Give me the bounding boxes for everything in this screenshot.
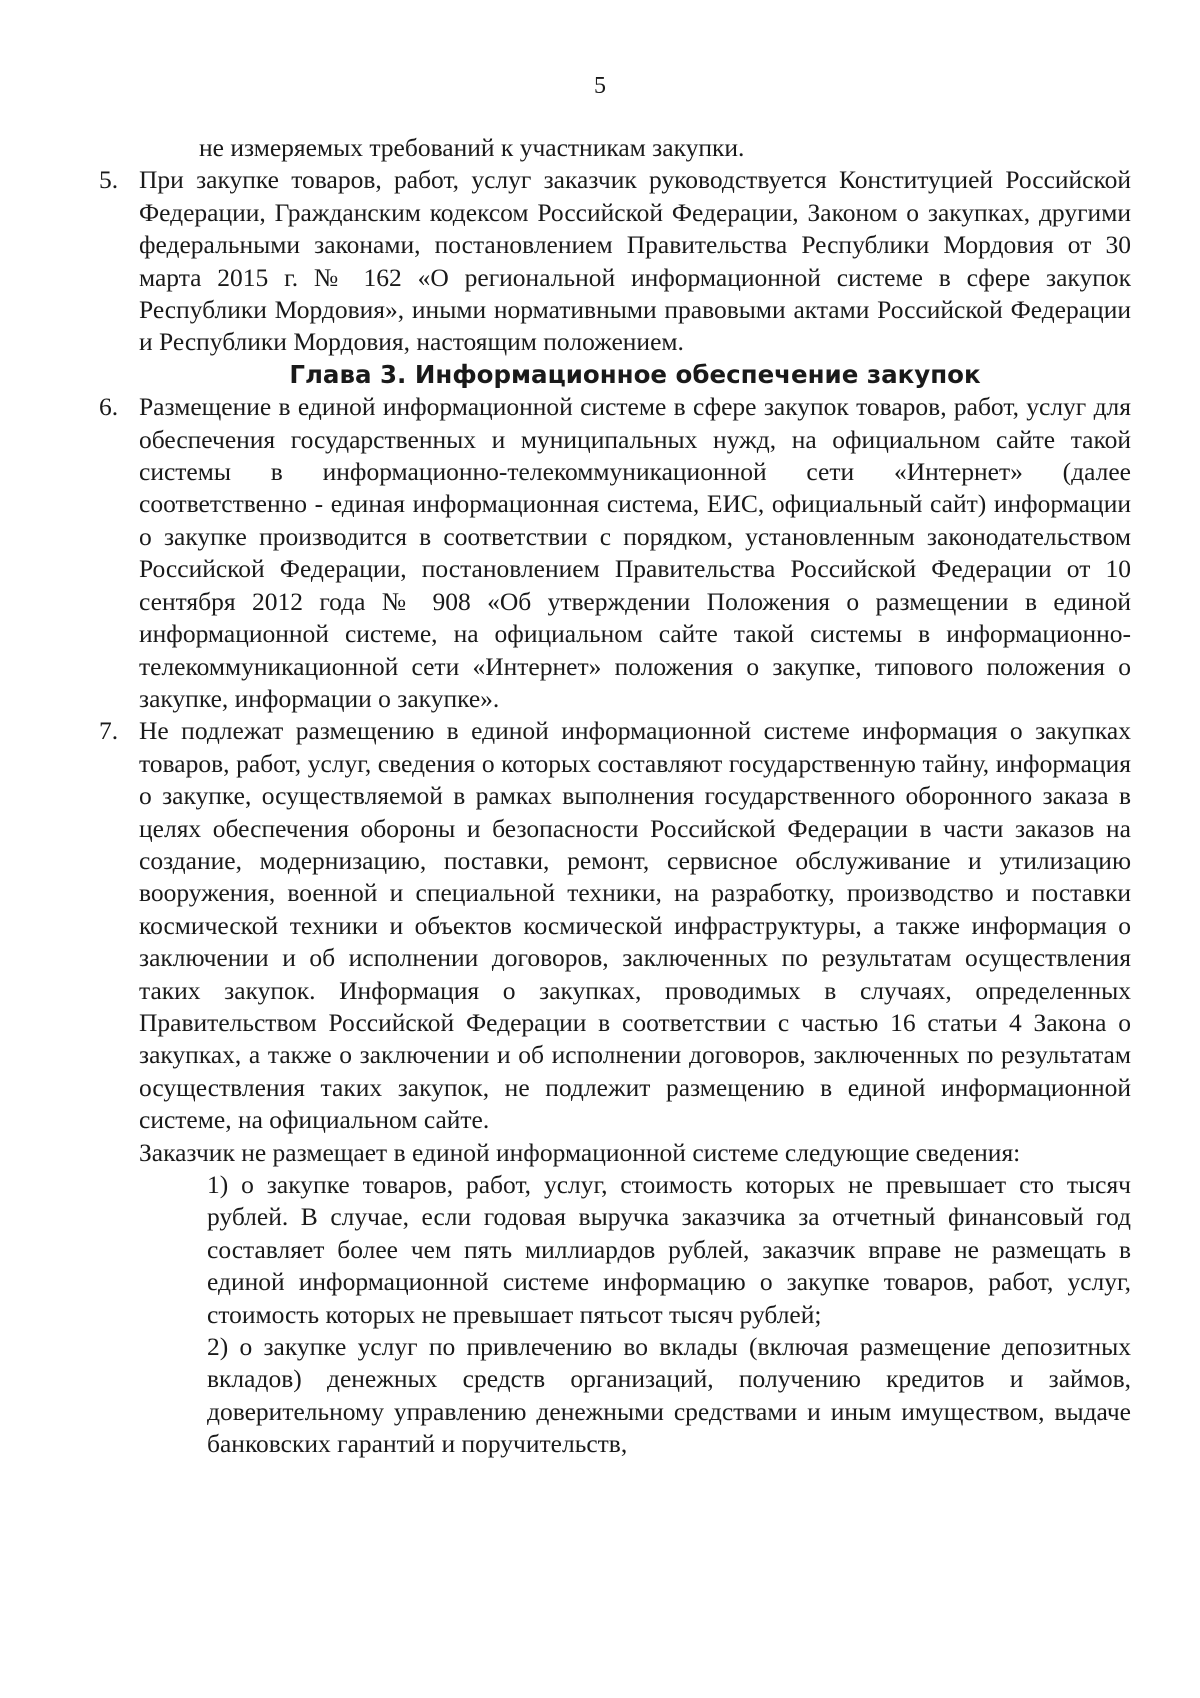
list-item-6 bbox=[99, 391, 1131, 715]
subitem-1: 1) о закупке товаров, работ, услуг, стоимость которых не превышает сто тысяч рублей. В случае, если годовая выручка заказчика за отчетный финансовый год составляет более чем пять миллиардов рублей, заказчик вправе не размещать в единой информационной системе информацию о закупке товаров, работ, услуг, стоимость которых не превышает пятьсот тысяч рублей; bbox=[207, 1170, 1131, 1329]
list-item-number: 7. bbox=[99, 716, 119, 746]
chapter-heading: Глава 3. Информационное обеспечение закупок bbox=[289, 359, 981, 389]
page-number: 5 bbox=[594, 73, 606, 99]
list-item-text: При закупке товаров, работ, услуг заказчик руководствуется Конституцией Российской Федерации, Гражданским кодексом Российской Федерации, Законом о закупках, другими федеральными законами, постановлением Правительства Республики Мордовия от 30 марта 2015 г. № 162 «О региональной информационной системе в сфере закупок Республики Мордовия», иными нормативными правовыми актами Российской Федерации и Республики Мордовия, настоящим положением. bbox=[139, 165, 1131, 357]
document-body bbox=[99, 132, 1131, 1461]
list-item-number: 5. bbox=[99, 165, 119, 195]
list-item-7 bbox=[99, 715, 1131, 1136]
continuation-paragraph: не измеряемых требований к участникам закупки. bbox=[199, 133, 745, 162]
intro-paragraph: Заказчик не размещает в единой информационной системе следующие сведения: bbox=[139, 1137, 1021, 1167]
list-item-text: Не подлежат размещению в единой информационной системе информация о закупках товаров, работ, услуг, сведения о которых составляют государственную тайну, информация о закупке, осуществляемой в рамках выполнения государственного оборонного заказа в целях обеспечения обороны и безопасности Российской Федерации в части заказов на создание, модернизацию, поставки, ремонт, сервисное обслуживание и утилизацию вооружения, военной и специальной техники, на разработку, производство и поставки космической техники и объектов космической инфраструктуры, а также информация о заключении и об исполнении договоров, заключенных по результатам осуществления таких закупок. Информация о закупках, проводимых в случаях, определенных Правительством Российской Федерации в соответствии с частью 16 статьи 4 Закона о закупках, а также о заключении и об исполнении договоров, заключенных по результатам осуществления таких закупок, не подлежит размещению в единой информационной системе, на официальном сайте. bbox=[139, 716, 1131, 1135]
list-item-number: 6. bbox=[99, 392, 119, 422]
list-item-5 bbox=[99, 164, 1131, 358]
list-item-text: Размещение в единой информационной системе в сфере закупок товаров, работ, услуг для обеспечения государственных и муниципальных нужд, на официальном сайте такой системы в информационно-телекоммуникационной сети «Интернет» (далее соответственно - единая информационная система, ЕИС, официальный сайт) информации о закупке производится в соответствии с порядком, установленным законодательством Российской Федерации, постановлением Правительства Российской Федерации от 10 сентября 2012 года № 908 «Об утверждении Положения о размещении в единой информационной системе, на официальном сайте такой системы в информационно-телекоммуникационной сети «Интернет» положения о закупке, типового положения о закупке, информации о закупке». bbox=[139, 392, 1131, 713]
subitem-2: 2) о закупке услуг по привлечению во вклады (включая размещение депозитных вкладов) денежных средств организаций, получению кредитов и займов, доверительному управлению денежными средствами и иным имуществом, выдаче банковских гарантий и поручительств, bbox=[207, 1332, 1131, 1459]
